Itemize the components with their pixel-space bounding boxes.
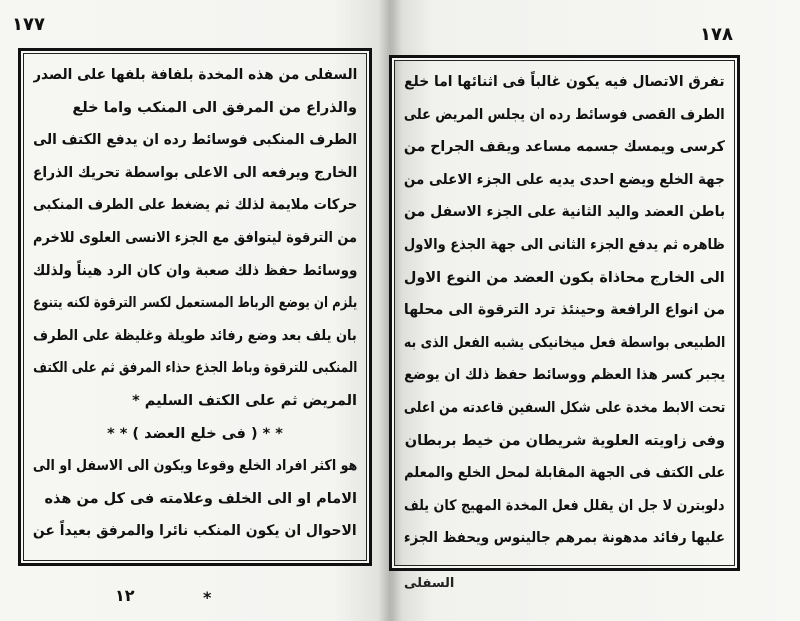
- section-heading: * * ( فى خلع العضد ) * *: [107, 425, 283, 442]
- text-line: والذراع من المرفق الى المنكب واما خلع: [72, 99, 357, 116]
- text-line: باطن العضد واليد الثانية على الجزء الاسفل من: [404, 204, 725, 221]
- catchword: السفلى: [404, 576, 455, 591]
- text-line: الطرف المنكبى فوسائط رده ان يدفع الكتف الى: [33, 132, 357, 149]
- text-line: بان يلف بعد وضع رفائد طويلة وغليظة على الطرف: [33, 327, 357, 344]
- text-line: يلزم ان يوضع الرباط المستعمل لكسر الترقوة لكنه يتنوع: [33, 295, 357, 312]
- text-line: الطبيعى بواسطة فعل ميخانيكى يشبه الفعل الذى به: [404, 334, 725, 351]
- text-line: حركات ملايمة لذلك ثم يضغط على الطرف المنكبى: [33, 197, 357, 214]
- text-line: من انواع الرافعة وحينئذ ترد الترقوة الى محلها: [404, 302, 725, 319]
- text-line: الخارج ويرفعه الى الاعلى بواسطة تحريك الذراع: [33, 164, 357, 181]
- text-line: تفرق الاتصال فيه يكون غالباً فى اثنائها اما خلع: [404, 74, 725, 90]
- text-line: المريض ثم على الكتف السليم *: [132, 392, 357, 409]
- right-text-block: [404, 66, 725, 555]
- text-line: الى الخارج محاذاة بكون العضد من النوع الاول: [404, 269, 725, 286]
- text-line: الاحوال ان يكون المنكب نائرا والمرفق بعيداً عن: [33, 523, 357, 540]
- text-line: جهة الخلع ويضع احدى يديه على الجزء الاعلى من: [404, 171, 725, 188]
- right-page-number: ١٧٨: [700, 24, 733, 45]
- text-line: وفى زاويته العلوية شريطان من خيط بربطان: [404, 432, 725, 449]
- text-line: دلوبترن لا جل ان يقلل فعل المخدة المهيج كان يلف: [404, 497, 725, 514]
- left-text-block: [33, 59, 357, 548]
- text-line: على الكتف فى الجهة المقابلة لمحل الخلع والمعلم: [404, 465, 725, 482]
- text-line: المنكبى للترقوة وباط الجذع حذاء المرفق ثم على الكتف: [33, 360, 357, 377]
- footer-star: *: [203, 588, 212, 607]
- left-page-number: ١٧٧: [12, 14, 45, 35]
- text-line: هو اكثر افراد الخلع وقوعا ويكون الى الاسفل او الى: [33, 458, 357, 475]
- right-text-frame: [389, 55, 740, 571]
- text-line: ظاهره ثم يدفع الجزء الثانى الى جهة الجذع والاول: [404, 236, 725, 253]
- signature-mark: ١٢: [115, 586, 135, 605]
- text-line: السفلى من هذه المخدة بلفافة بلفها على الصدر: [33, 67, 357, 83]
- text-line: الطرف القصى فوسائط رده ان يجلس المريض على: [404, 106, 725, 123]
- text-line: من الترقوة ليتوافق مع الجزء الانسى العلوى للاخرم: [33, 229, 357, 246]
- text-line: الامام او الى الخلف وعلامته فى كل من هذه: [44, 490, 357, 507]
- text-line: ووسائط حفظ ذلك صعبة وان كان الرد هيناً ولذلك: [33, 262, 357, 279]
- text-line: كرسى ويمسك جسمه مساعد ويقف الجراح من: [404, 139, 725, 156]
- text-line: يجبر كسر هذا العظم ووسائط حفظ ذلك ان يوضع: [404, 367, 725, 384]
- text-line: تحت الابط مخدة على شكل السفين قاعدته من اعلى: [404, 399, 725, 416]
- text-line: عليها رفائد مدهونة بمرهم جالينوس ويحفظ الجزء: [404, 530, 725, 547]
- left-text-frame: [18, 48, 372, 566]
